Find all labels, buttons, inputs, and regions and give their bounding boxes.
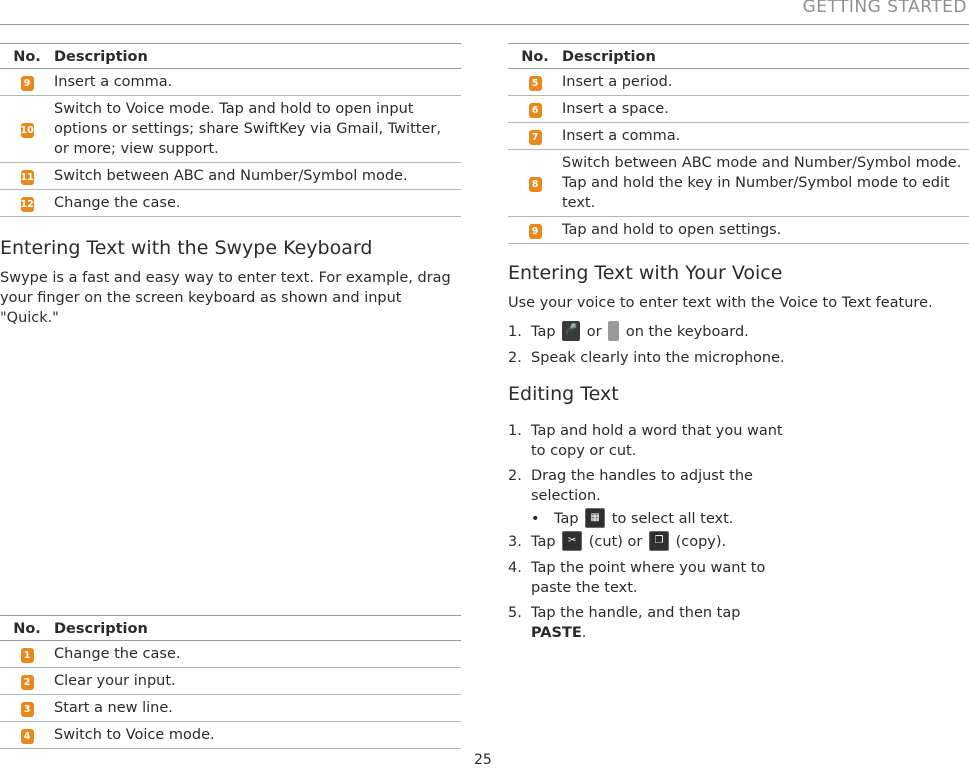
table-row xyxy=(508,123,969,150)
cut-icon: ✂ xyxy=(562,531,582,551)
col-desc-header: Description xyxy=(562,44,969,69)
section-header: GETTING STARTED xyxy=(802,0,967,17)
table-row xyxy=(0,190,461,217)
number-badge: 7 xyxy=(529,130,542,145)
table-row xyxy=(508,96,969,123)
voice-intro: Use your voice to enter text with the Voice to Text feature. xyxy=(508,295,933,311)
key-description-table-right xyxy=(508,43,969,244)
voice-heading: Entering Text with Your Voice xyxy=(508,262,783,284)
table-row xyxy=(508,217,969,244)
editing-heading: Editing Text xyxy=(508,383,619,405)
number-badge: 2 xyxy=(21,675,34,690)
copy-icon: ❐ xyxy=(649,531,669,551)
page-number: 25 xyxy=(474,752,492,768)
number-badge: 3 xyxy=(21,702,34,717)
col-no-header: No. xyxy=(0,616,54,641)
col-no-header: No. xyxy=(0,44,54,69)
table-header-row xyxy=(508,44,969,69)
number-badge: 11 xyxy=(20,172,34,183)
number-badge: 1 xyxy=(21,648,34,663)
table-row xyxy=(0,641,461,668)
swype-paragraph: Swype is a fast and easy way to enter text. For example, drag your finger on the screen keyboard as shown and input "Quick." xyxy=(0,270,451,326)
microphone-small-icon xyxy=(608,321,619,341)
row-description: Insert a space. xyxy=(562,96,969,123)
number-badge: 12 xyxy=(20,199,34,210)
col-desc-header: Description xyxy=(54,616,461,641)
row-description: Clear your input. xyxy=(54,668,461,695)
key-description-table-bottom-left xyxy=(0,615,461,749)
key-description-table-top-left xyxy=(0,43,461,217)
microphone-icon: 🎤 xyxy=(562,321,580,341)
paste-label: PASTE xyxy=(531,625,582,641)
table-row xyxy=(0,96,461,163)
row-description: Switch between ABC mode and Number/Symbol mode. Tap and hold the key in Number/Symbol mode to edit text. xyxy=(562,150,969,217)
col-no-header: No. xyxy=(508,44,562,69)
header-rule xyxy=(0,24,969,25)
swype-heading: Entering Text with the Swype Keyboard xyxy=(0,237,373,259)
select-all-icon: ▦ xyxy=(585,508,605,528)
row-description: Change the case. xyxy=(54,641,461,668)
table-row xyxy=(0,163,461,190)
row-description: Insert a period. xyxy=(562,69,969,96)
row-description: Switch between ABC and Number/Symbol mode. xyxy=(54,163,461,190)
number-badge: 10 xyxy=(20,125,34,136)
table-header-row xyxy=(0,616,461,641)
row-description: Change the case. xyxy=(54,190,461,217)
table-row xyxy=(0,668,461,695)
table-header-row xyxy=(0,44,461,69)
row-description: Start a new line. xyxy=(54,695,461,722)
table-row xyxy=(0,69,461,96)
table-row xyxy=(508,150,969,217)
number-badge: 9 xyxy=(21,76,34,91)
row-description: Tap and hold to open settings. xyxy=(562,217,969,244)
number-badge: 9 xyxy=(529,224,542,239)
row-description: Switch to Voice mode. Tap and hold to open input options or settings; share SwiftKey via Gmail, Twitter, or more; view support. xyxy=(54,96,461,163)
row-description: Insert a comma. xyxy=(54,69,461,96)
row-description: Switch to Voice mode. xyxy=(54,722,461,749)
number-badge: 5 xyxy=(529,76,542,91)
number-badge: 4 xyxy=(21,729,34,744)
table-row xyxy=(0,722,461,749)
col-desc-header: Description xyxy=(54,44,461,69)
table-row xyxy=(0,695,461,722)
row-description: Insert a comma. xyxy=(562,123,969,150)
number-badge: 8 xyxy=(529,177,542,192)
number-badge: 6 xyxy=(529,103,542,118)
table-row xyxy=(508,69,969,96)
